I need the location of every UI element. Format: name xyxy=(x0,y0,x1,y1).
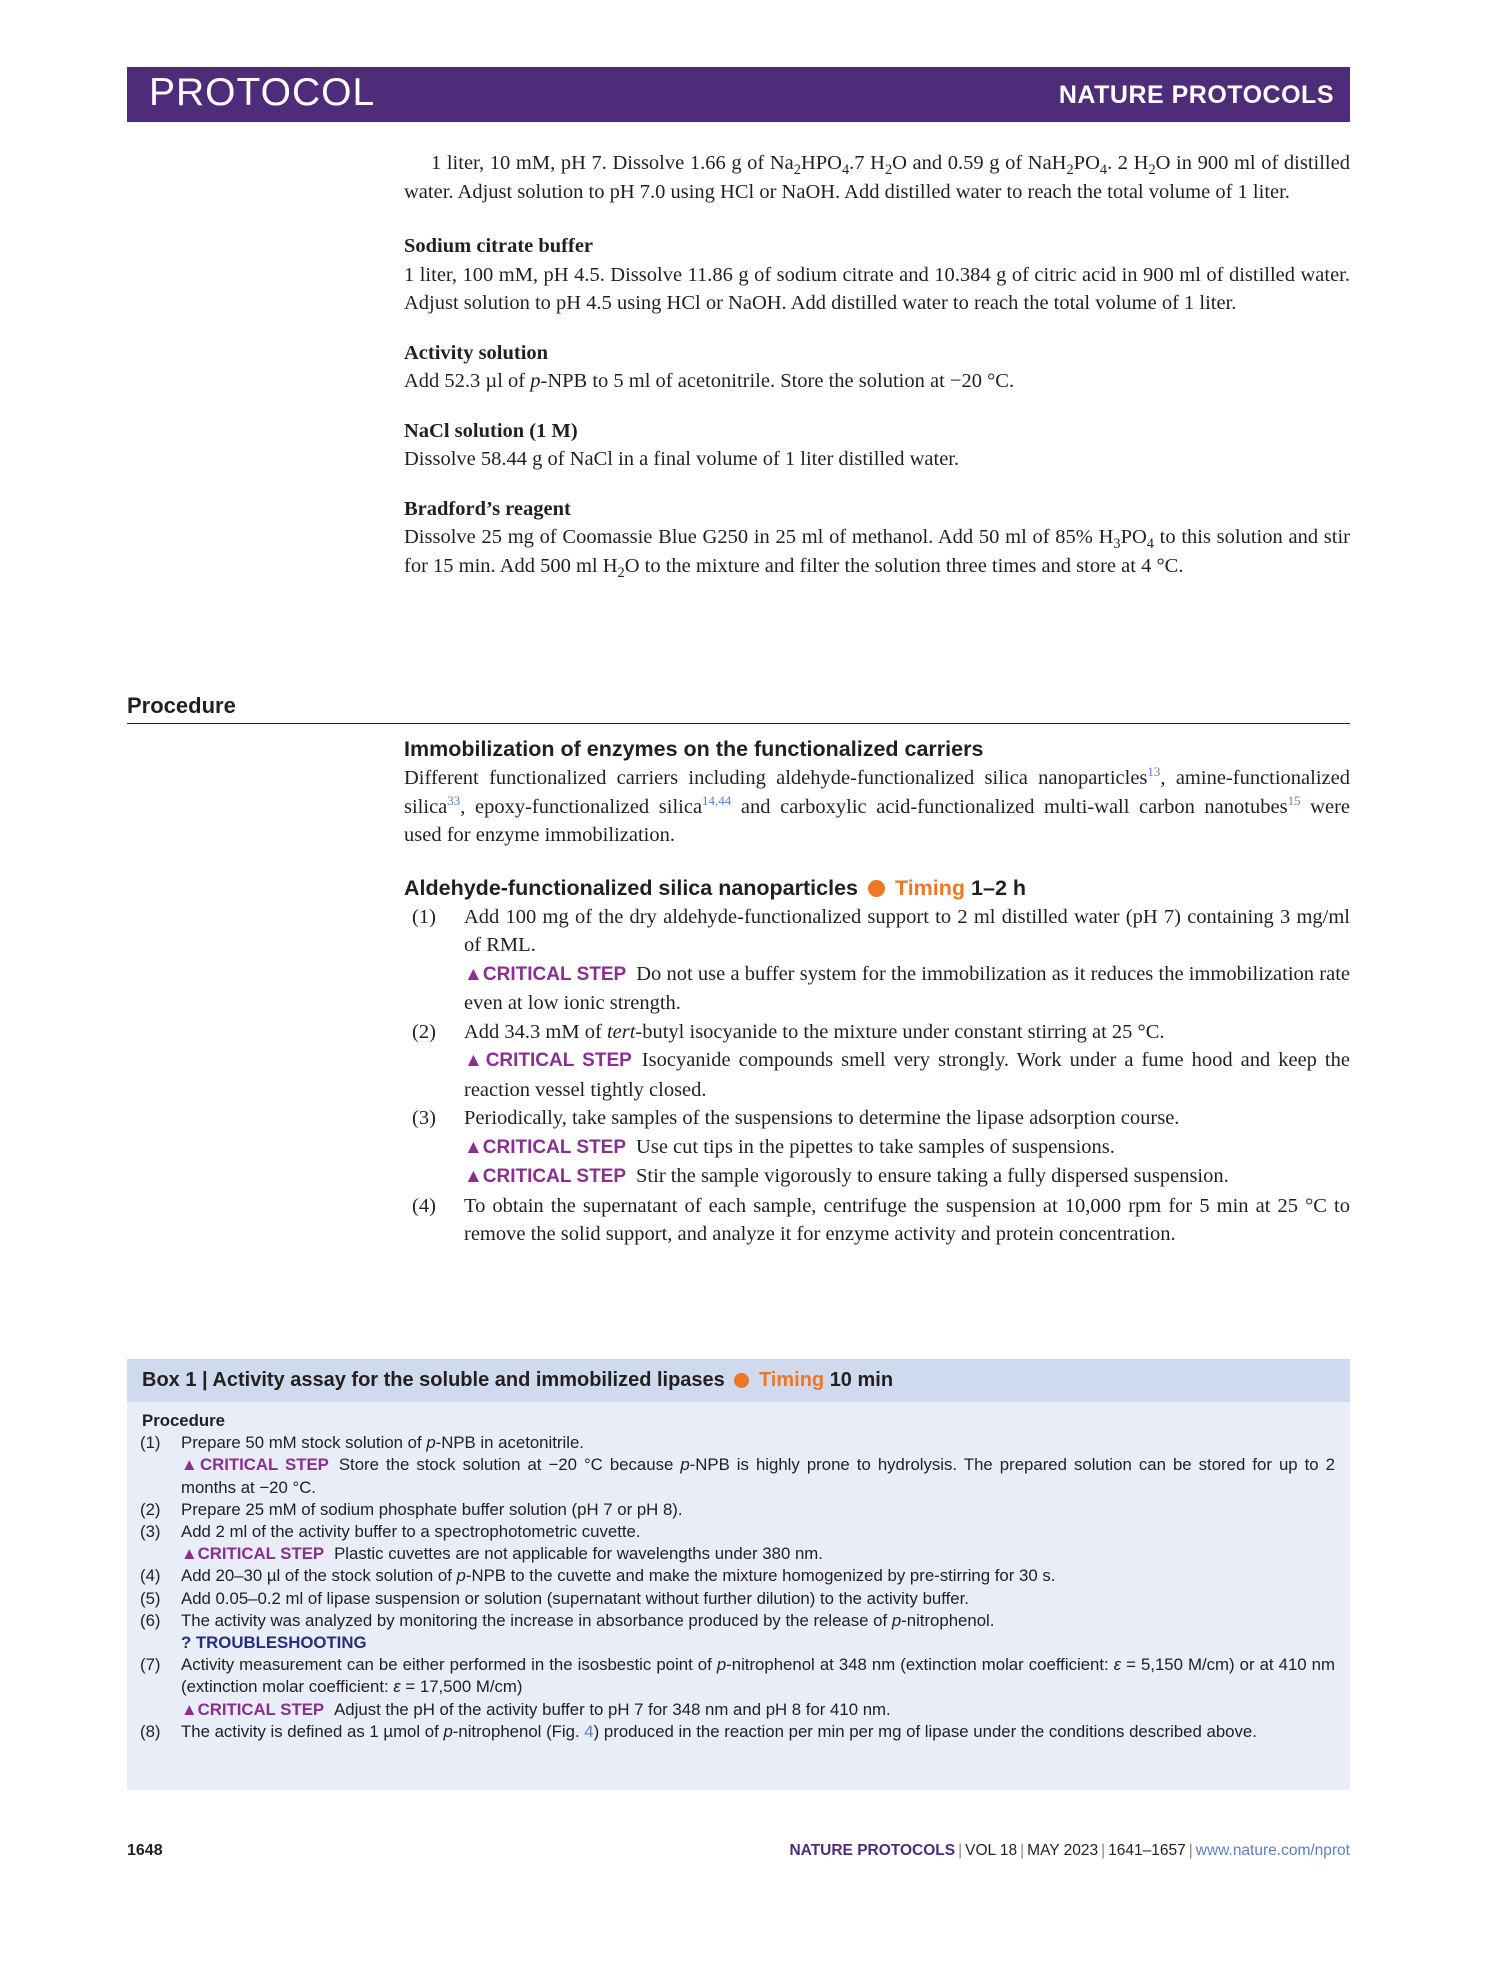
footer-volume: VOL 18 xyxy=(965,1842,1018,1859)
box-procedure-label: Procedure xyxy=(142,1411,226,1430)
critical-step-label: ▲CRITICAL STEP xyxy=(181,1544,325,1564)
section-label: PROTOCOL xyxy=(149,71,376,114)
box-body xyxy=(127,1402,1350,1743)
header-bar xyxy=(127,67,1350,122)
bradford-title: Bradford’s reagent xyxy=(404,497,571,520)
nacl-text: Dissolve 58.44 g of NaCl in a final volume of 1 liter distilled water. xyxy=(404,448,960,470)
citation[interactable]: 13 xyxy=(1147,764,1161,780)
box-title: Box 1 | Activity assay for the soluble and immobilized lipases Timing 10 min xyxy=(142,1369,894,1391)
critical-step-label: ▲CRITICAL STEP xyxy=(181,1699,325,1719)
footer-url-link[interactable]: www.nature.com/nprot xyxy=(1195,1842,1350,1859)
box-step-8: (8) The activity is defined as 1 µmol of p-nitrophenol (Fig. 4) produced in the reaction per min per mg of lipase under the conditions described above. xyxy=(140,1721,1257,1741)
box-step-7: (7) Activity measurement can be either performed in the isosbestic point of p-nitrophenol at 348 nm (extinction molar coefficient: ε = 5,150 M/cm) or at 410 nm (extinction molar coefficient: ε = 17,500 M/cm) ▲CRITICAL STEP Adjust the pH of the activity buffer to pH 7 for 348 nm and pH 8 for 410 nm. xyxy=(140,1655,1335,1719)
nacl-title: NaCl solution (1 M) xyxy=(404,419,578,442)
step-4: (4) To obtain the supernatant of each sample, centrifuge the suspension at 10,000 rpm for 5 min at 25 °C to remove the solid support, and analyze it for enzyme activity and protein concentration. xyxy=(412,1194,1350,1245)
critical-step-label: ▲CRITICAL STEP xyxy=(181,1455,329,1475)
footer-date: MAY 2023 xyxy=(1027,1842,1099,1859)
immobilization-title: Immobilization of enzymes on the functionalized carriers xyxy=(404,737,984,761)
step-2: (2) Add 34.3 mM of tert-butyl isocyanide to the mixture under constant stirring at 25 °C. ▲CRITICAL STEP Isocyanide compounds smell very strongly. Work under a fume hood and keep the reaction vessel tightly closed. xyxy=(412,1020,1350,1101)
box-step-3: (3) Add 2 ml of the activity buffer to a spectrophotometric cuvette. ▲CRITICAL STEP Plastic cuvettes are not applicable for wavelengths under 380 nm. xyxy=(140,1522,823,1564)
aldehyde-title: Aldehyde-functionalized silica nanoparticles Timing 1–2 h xyxy=(404,875,1027,900)
procedure-heading: Procedure xyxy=(127,693,236,718)
citrate-title: Sodium citrate buffer xyxy=(404,235,594,257)
critical-step-label: ▲CRITICAL STEP xyxy=(464,1136,627,1158)
box-step-4: (4) Add 20–30 µl of the stock solution of p-NPB to the cuvette and make the mixture homogenized by pre-stirring for 30 s. xyxy=(140,1566,1056,1586)
procedure-section xyxy=(404,735,1350,1249)
critical-step-label: ▲CRITICAL STEP xyxy=(464,1166,627,1187)
journal-name: NATURE PROTOCOLS xyxy=(1058,81,1334,109)
critical-step-label: ▲CRITICAL STEP xyxy=(464,963,627,985)
step-1: (1) Add 100 mg of the dry aldehyde-functionalized support to 2 ml distilled water (pH 7) containing 3 mg/ml of RML. ▲CRITICAL STEP Do not use a buffer system for the immobilization as it reduces the immobilization rate even at low ionic strength. xyxy=(412,905,1350,1014)
activity-solution-title: Activity solution xyxy=(404,341,549,364)
figure-link[interactable]: 4 xyxy=(584,1721,594,1741)
immobilization-text: Different functionalized carriers including aldehyde-functionalized silica nanoparticles$^{13}$, amine-functionalized silica$^{33}$, epoxy-functionalized silica$^{14,44}$ and carboxylic acid-functionalized multi-wall carbon nanotubes$^{15}$ were used for enzyme immobilization. xyxy=(404,764,1350,846)
phosphate-buffer-text: 1 liter, 10 mM, pH 7. Dissolve 1.66 g of $Na_2HPO_4.7$ $H_2O$ and 0.59 g of $NaH_2PO_4$. 2 $H_2O$ in 900 ml of distilled water. Adjust solution to pH 7.0 using HCl or NaOH. Add distilled water to reach the total volume of 1 liter. xyxy=(404,152,1350,203)
timing-icon xyxy=(868,880,885,897)
box-1 xyxy=(127,1359,1350,1790)
timing-icon xyxy=(734,1373,749,1388)
procedure-divider xyxy=(127,723,1350,724)
page-number: 1648 xyxy=(127,1842,163,1859)
box-step-1: (1) Prepare 50 mM stock solution of p-NPB in acetonitrile. ▲CRITICAL STEP Store the stock solution at −20 °C because p-NPB is highly prone to hydrolysis. The prepared solution can be stored for up to 2 months at −20 °C. xyxy=(140,1433,1336,1497)
box-step-2: (2) Prepare 25 mM of sodium phosphate buffer solution (pH 7 or pH 8). xyxy=(140,1499,683,1519)
reagents-section xyxy=(404,149,1350,580)
citation[interactable]: 14,44 xyxy=(702,792,732,808)
step-3: (3) Periodically, take samples of the suspensions to determine the lipase adsorption course. ▲CRITICAL STEP Use cut tips in the pipettes to take samples of suspensions. ▲CRITICAL STEP Stir the sample vigorously to ensure taking a fully dispersed suspension. xyxy=(412,1107,1229,1187)
critical-step-label: ▲CRITICAL STEP xyxy=(464,1050,632,1071)
footer-journal: NATURE PROTOCOLS xyxy=(789,1842,956,1859)
citation[interactable]: 33 xyxy=(447,792,461,808)
bradford-text: Dissolve 25 mg of Coomassie Blue G250 in 25 ml of methanol. Add 50 ml of 85% $H_3PO_4$ to this solution and stir for 15 min. Add 500 ml $H_2O$ to the mixture and filter the solution three times and store at 4 °C. xyxy=(404,526,1350,581)
box-step-5: (5) Add 0.05–0.2 ml of lipase suspension or solution (supernatant without further dilution) to the activity buffer. xyxy=(140,1588,969,1608)
citation[interactable]: 15 xyxy=(1287,792,1301,808)
box-title-bar xyxy=(127,1359,1350,1402)
procedure-steps xyxy=(404,903,1350,1249)
footer-citation: NATURE PROTOCOLS | VOL 18 | MAY 2023 | 1641–1657 | www.nature.com/nprot xyxy=(789,1842,1350,1859)
troubleshooting-link[interactable]: ? TROUBLESHOOTING xyxy=(181,1633,367,1653)
box-step-6: (6) The activity was analyzed by monitoring the increase in absorbance produced by the release of p-nitrophenol. ? TROUBLESHOOTING xyxy=(142,1610,1335,1654)
citrate-text: 1 liter, 100 mM, pH 4.5. Dissolve 11.86 g of sodium citrate and 10.384 g of citric acid in 900 ml of distilled water. Adjust solution to pH 4.5 using HCl or NaOH. Add distilled water to reach the total volume of 1 liter. xyxy=(404,263,1350,314)
activity-solution-text: Add 52.3 µl of p-NPB to 5 ml of acetonitrile. Store the solution at −20 °C. xyxy=(404,370,1015,392)
footer-pages: 1641–1657 xyxy=(1108,1842,1186,1859)
